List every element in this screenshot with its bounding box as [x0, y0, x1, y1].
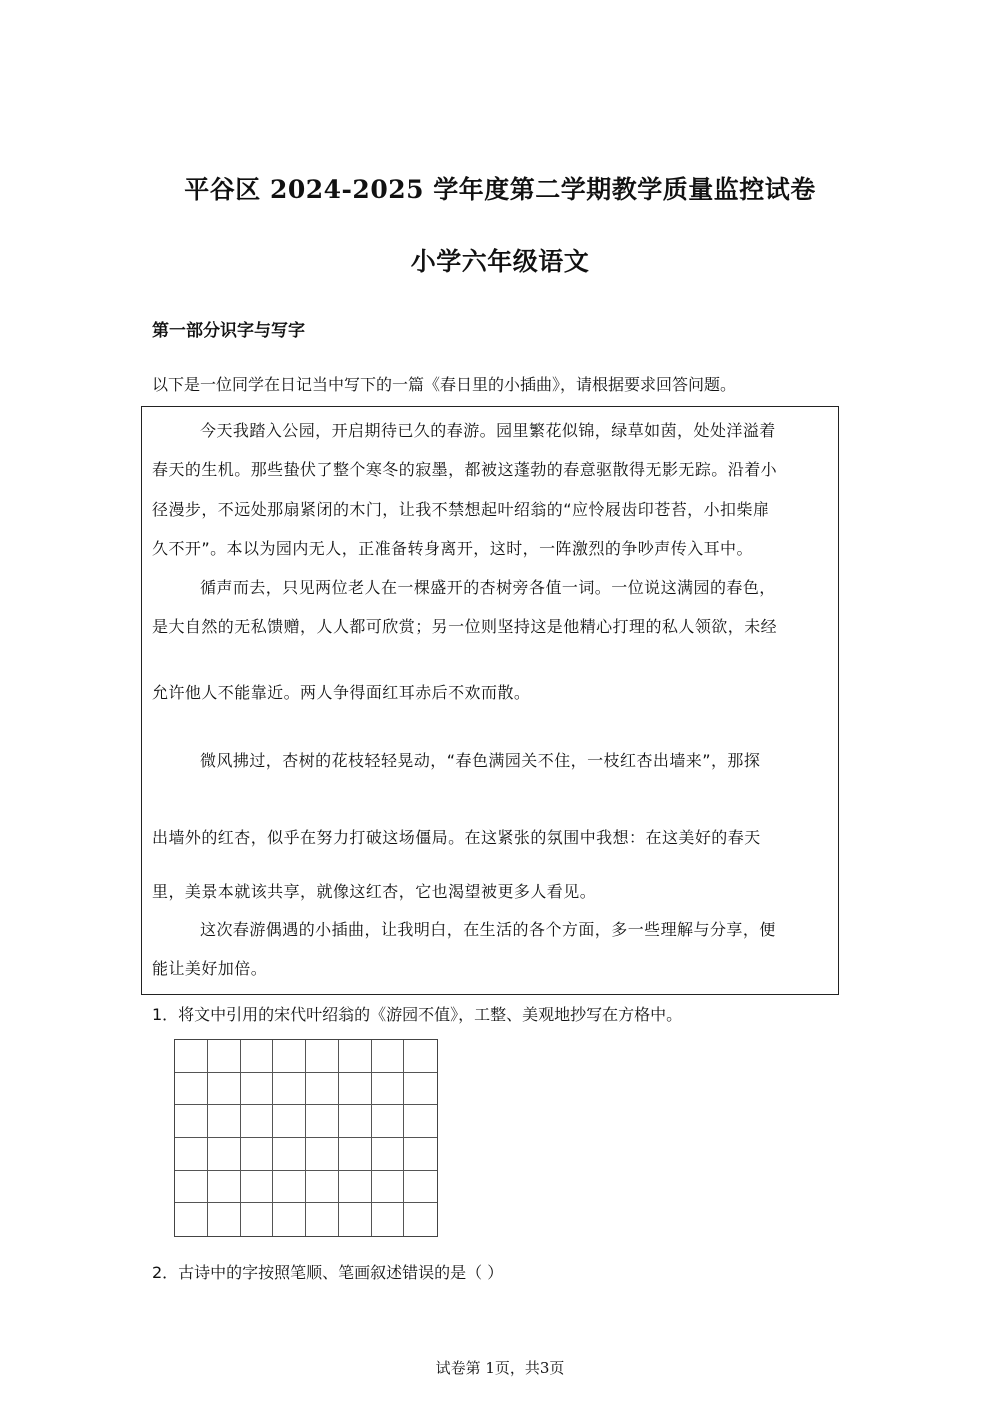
grid-cell[interactable]	[175, 1073, 208, 1106]
grid-cell[interactable]	[241, 1040, 274, 1073]
passage-line: 微风拂过，杏树的花枝轻轻晃动，“春色满园关不住，一枝红杏出墙来”，那探	[200, 751, 761, 770]
question-2: 2．古诗中的字按照笔顺、笔画叙述错误的是（ ）	[152, 1263, 504, 1282]
grid-cell[interactable]	[339, 1105, 372, 1138]
passage-line: 久不开”。本以为园内无人，正准备转身离开，这时，一阵激烈的争吵声传入耳中。	[152, 539, 753, 558]
grid-cell[interactable]	[175, 1040, 208, 1073]
grid-cell[interactable]	[273, 1138, 306, 1171]
grid-cell[interactable]	[339, 1040, 372, 1073]
grid-cell[interactable]	[241, 1073, 274, 1106]
grid-cell[interactable]	[241, 1105, 274, 1138]
grid-cell[interactable]	[372, 1171, 405, 1204]
passage-line: 里，美景本就该共享，就像这红杏，它也渴望被更多人看见。	[152, 882, 597, 901]
grid-cell[interactable]	[241, 1203, 274, 1236]
grid-cell[interactable]	[273, 1105, 306, 1138]
grid-cell[interactable]	[372, 1105, 405, 1138]
grid-cell[interactable]	[404, 1203, 437, 1236]
grid-cell[interactable]	[175, 1138, 208, 1171]
grid-cell[interactable]	[175, 1105, 208, 1138]
passage-line: 这次春游偶遇的小插曲，让我明白，在生活的各个方面，多一些理解与分享，便	[200, 920, 776, 939]
grid-cell[interactable]	[241, 1138, 274, 1171]
passage-box	[141, 406, 839, 995]
grid-cell[interactable]	[372, 1138, 405, 1171]
grid-cell[interactable]	[306, 1040, 339, 1073]
passage-line: 春天的生机。那些蛰伏了整个寒冬的寂墨，都被这蓬勃的春意驱散得无影无踪。沿着小	[152, 460, 778, 479]
grid-cell[interactable]	[175, 1203, 208, 1236]
grid-cell[interactable]	[208, 1073, 241, 1106]
grid-cell[interactable]	[404, 1105, 437, 1138]
grid-cell[interactable]	[208, 1040, 241, 1073]
grid-cell[interactable]	[404, 1138, 437, 1171]
grid-cell[interactable]	[339, 1138, 372, 1171]
grid-cell[interactable]	[306, 1171, 339, 1204]
grid-cell[interactable]	[241, 1171, 274, 1204]
writing-grid[interactable]	[174, 1039, 438, 1237]
question-1: 1．将文中引用的宋代叶绍翁的《游园不值》，工整、美观地抄写在方格中。	[152, 1005, 683, 1024]
passage-line: 是大自然的无私馈赠，人人都可欣赏；另一位则坚持这是他精心打理的私人领欲，未经	[152, 617, 778, 636]
section-title: 第一部分识字与写字	[152, 321, 305, 341]
grid-cell[interactable]	[208, 1203, 241, 1236]
exam-subtitle: 小学六年级语文	[410, 247, 590, 276]
page-footer: 试卷第 1页，共3页	[435, 1359, 565, 1377]
grid-cell[interactable]	[306, 1105, 339, 1138]
grid-cell[interactable]	[208, 1105, 241, 1138]
grid-cell[interactable]	[208, 1171, 241, 1204]
passage-line: 出墙外的红杏，似乎在努力打破这场僵局。在这紧张的氛围中我想：在这美好的春天	[152, 828, 761, 847]
grid-cell[interactable]	[273, 1203, 306, 1236]
grid-cell[interactable]	[404, 1073, 437, 1106]
passage-line: 今天我踏入公园，开启期待已久的春游。园里繁花似锦，绿草如茵，处处洋溢着	[200, 421, 776, 440]
grid-cell[interactable]	[273, 1040, 306, 1073]
grid-cell[interactable]	[372, 1203, 405, 1236]
section-intro: 以下是一位同学在日记当中写下的一篇《春日里的小插曲》，请根据要求回答问题。	[152, 375, 737, 394]
grid-cell[interactable]	[339, 1171, 372, 1204]
passage-line: 允许他人不能靠近。两人争得面红耳赤后不欢而散。	[152, 683, 531, 702]
exam-title: 平谷区 2024-2025 学年度第二学期教学质量监控试卷	[184, 175, 816, 204]
grid-cell[interactable]	[339, 1073, 372, 1106]
grid-cell[interactable]	[404, 1040, 437, 1073]
grid-cell[interactable]	[273, 1171, 306, 1204]
passage-line: 循声而去，只见两位老人在一棵盛开的杏树旁各值一词。一位说这满园的春色，	[200, 578, 776, 597]
passage-line: 能让美好加倍。	[152, 959, 268, 978]
passage-line: 径漫步，不远处那扇紧闭的木门，让我不禁想起叶绍翁的“应怜屐齿印苍苔，小扣柴扉	[152, 500, 770, 519]
grid-cell[interactable]	[306, 1138, 339, 1171]
grid-cell[interactable]	[306, 1203, 339, 1236]
grid-cell[interactable]	[404, 1171, 437, 1204]
grid-cell[interactable]	[339, 1203, 372, 1236]
grid-cell[interactable]	[372, 1073, 405, 1106]
grid-cell[interactable]	[175, 1171, 208, 1204]
grid-cell[interactable]	[306, 1073, 339, 1106]
grid-cell[interactable]	[372, 1040, 405, 1073]
grid-cell[interactable]	[273, 1073, 306, 1106]
grid-cell[interactable]	[208, 1138, 241, 1171]
